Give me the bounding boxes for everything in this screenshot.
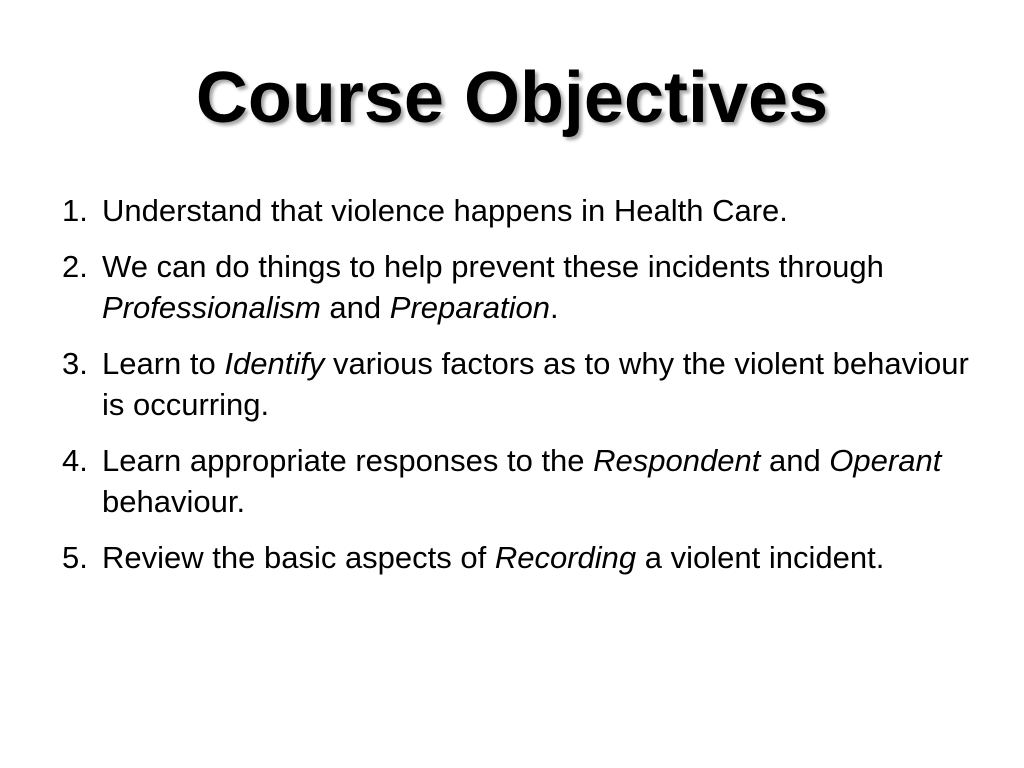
objective-text-emphasis: Preparation [389,290,551,325]
objective-item [62,246,982,328]
objective-text-emphasis: Professionalism [102,290,321,325]
objectives-list [62,190,982,593]
objective-text-emphasis: Operant [829,443,942,478]
objective-item [62,440,982,522]
objective-number: 2. [62,249,88,284]
objective-text-part: Understand that violence happens in Health Care. [102,193,788,228]
objective-text-part: behaviour. [102,484,246,519]
objective-text-emphasis: Identify [224,346,325,381]
objective-text-part: and [760,443,830,478]
objective-text-part: Review the basic aspects of [102,540,495,575]
objective-text [102,537,982,578]
slide-title: Course Objectives [195,58,829,138]
objective-text [102,440,982,522]
objective-number: 4. [62,443,88,478]
objective-text-part: various factors as to why the violent behaviour is occurring. [102,346,969,422]
objective-text [102,246,982,328]
objective-text-part: Learn to [102,346,225,381]
objective-text-part: a violent incident. [636,540,885,575]
objective-item [62,190,982,231]
objective-text [102,190,982,231]
objective-text-part: We can do things to help prevent these incidents through [102,249,884,284]
objective-item [62,343,982,425]
objective-text-part: Learn appropriate responses to the [102,443,594,478]
objective-text-part: and [320,290,390,325]
objective-text-part: . [550,290,559,325]
objective-text-emphasis: Recording [494,540,637,575]
objective-item [62,537,982,578]
objective-number: 1. [62,193,88,228]
objective-text-emphasis: Respondent [593,443,761,478]
objective-number: 5. [62,540,88,575]
objective-text [102,343,982,425]
objective-number: 3. [62,346,88,381]
